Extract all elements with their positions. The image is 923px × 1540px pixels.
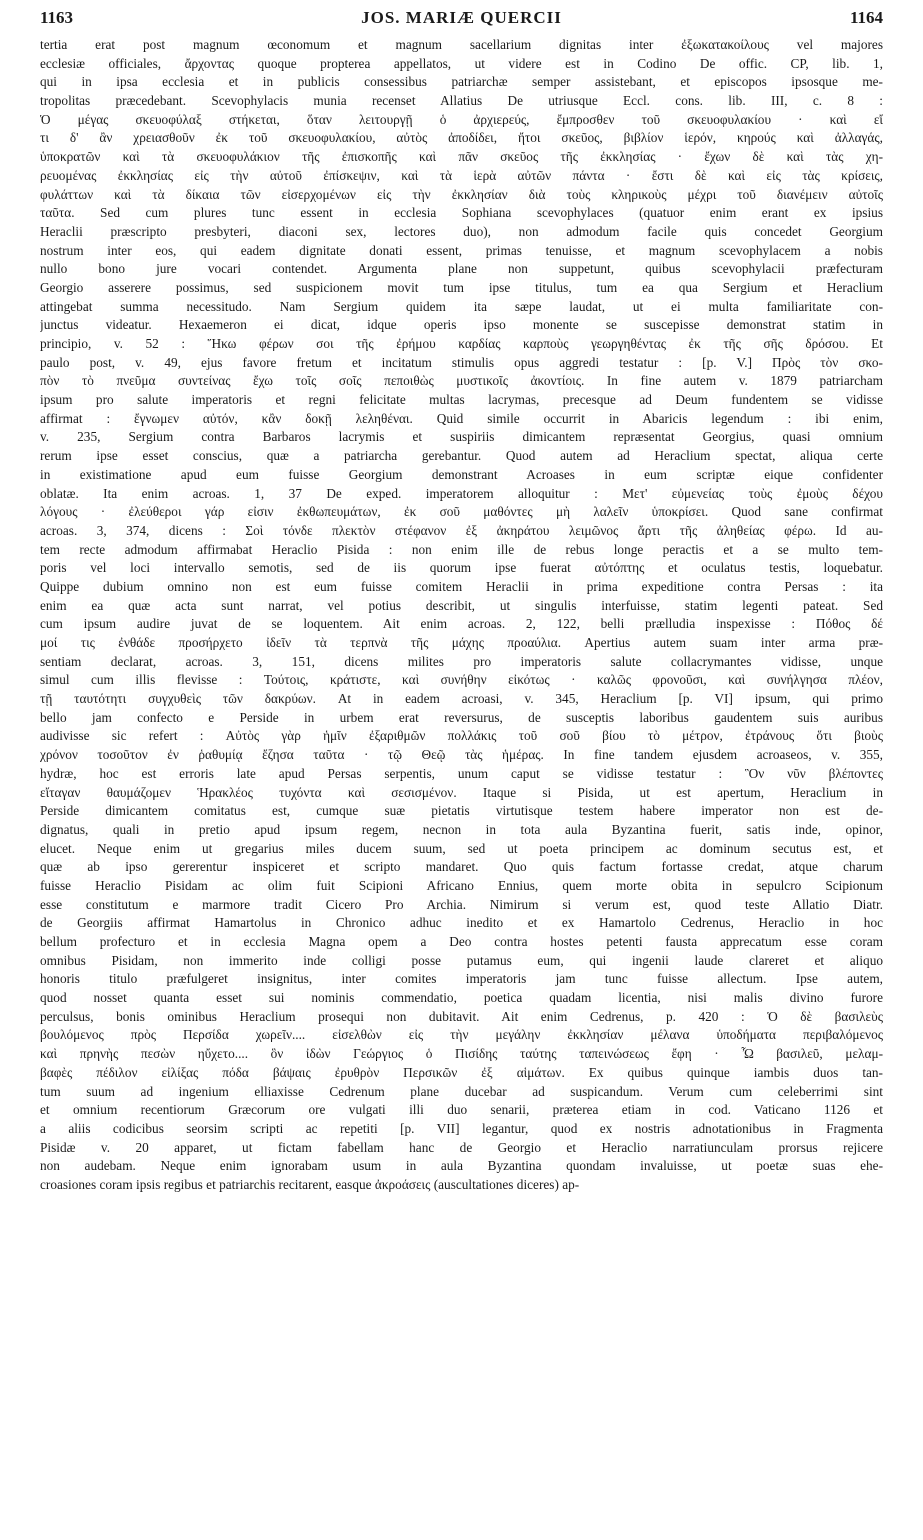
running-title: JOS. MARIÆ QUERCII: [361, 8, 562, 27]
text-line: qui in ipsa ecclesia et in publicis consessibus patriarchæ semper assistebant, et episcopos ipsosque me-: [40, 74, 883, 90]
text-line: audivisse sic refert : Αὐτὸς γὰρ ἡμῖν ἐξαριθμῶν πολλάκις τοῦ σοῦ βίου τὸ μέτρον, ἐτράνους ὅτι βιοὺς: [40, 728, 883, 744]
text-line: Heraclii præscripto presbyteri, diaconi sex, lectores duo), non admodum facile quis concedet Georgium: [40, 223, 883, 239]
text-line: cum ipsum audire juvat de se loquentem. Ait enim acroas. 2, 122, belli prælludia inspexisse : Πόθος δέ: [40, 616, 883, 632]
text-line: affirmat : ἔγνωμεν αὐτόν, κἂν δοκῇ λεληθέναι. Quid simile occurrit in Abaricis legendum : ibi enim,: [40, 410, 883, 426]
text-line: λόγους · ἐλεύθεροι γάρ εἰσιν ἐκθωπευμάτων, ἐκ σοῦ μαθόντες μὴ λαλεῖν ὑποκρίσει. Quod sane confirmat: [40, 504, 883, 520]
text-line: μοί τις ἐνθάδε προσήρχετο ἰδεῖν τὰ τερπνὰ τῆς μάχης προαύλια. Apertius autem suam inter arma præ-: [40, 635, 883, 650]
text-line: et omnium recentiorum Græcorum ore vulgati illi duo senarii, præterea etiam in cod. Vaticano 1126 et: [40, 1102, 883, 1118]
text-line: dignatus, quali in pretio apud ipsum regem, necnon in tota aula Byzantina fuerit, satis inde, opinor,: [40, 821, 883, 837]
running-header: [40, 8, 883, 32]
text-line: de Georgiis affirmat Hamartolus in Chronico adhuc inedito et ex Hamartolo Cedrenus, Heraclio in hoc: [40, 915, 883, 931]
left-page-number: 1163: [40, 8, 74, 27]
text-line: croasiones coram ipsis regibus et patriarchis recitarent, easque ἀκροάσεις (auscultationes diceres) ap-: [40, 1176, 580, 1192]
text-line: principio, v. 52 : Ἥκω φέρων σοι τῆς ἐρήμου καρδίας καρποὺς γεωργηθέντας ἐκ τῆς σῆς δρόσου. Et: [40, 336, 883, 351]
text-line: paulo post, v. 49, ejus favore fretum et incitatum stimulis opus aggredi testatur : [p. V.] Πρὸς τὸν σκο-: [40, 354, 883, 370]
text-line: acroas. 3, 374, dicens : Σοὶ τόνδε πλεκτὸν στέφανον ἐξ ἀκηράτου λειμῶνος ἄρτι τῆς ἀληθείας φέρω. Id au-: [40, 522, 883, 538]
text-line: attingebat summa necessitudo. Nam Sergium quidem ita sæpe laudat, ut ei multa familiaritate con-: [40, 298, 883, 314]
text-line: perculsus, bonis ominibus Heraclium prosequi non dubitavit. Ait enim Cedrenus, p. 420 : Ὁ δὲ βασιλεὺς: [40, 1008, 883, 1024]
text-line: tum suum ad ingenium elliaxisse Cedrenum plane ducebar ad suspicandum. Verum cum celeberrimi sint: [40, 1083, 883, 1099]
text-line: oblatæ. Ita enim acroas. 1, 37 De exped. imperatorem alloquitur : Μετ' εὐμενείας τοὺς ἐμοὺς δέχου: [40, 485, 883, 501]
body-text: [40, 36, 883, 1195]
text-line: tropolitas præcedebant. Scevophylacis munia recenset Allatius De utriusque Eccl. cons. lib. III, c. 8 :: [40, 93, 883, 109]
text-line: hydræ, hoc est erroris late apud Persas serpentis, unum caput se vidisse testatur : Ὃν νῦν βλέποντες: [40, 765, 883, 781]
text-line: rerum ipse esset conscius, quæ a patriarcha gerebantur. Quod autem ad Heraclium spectat, aliqua certe: [40, 448, 883, 464]
text-line: fuisse Heraclio Pisidam ac olim fuit Scipioni Africano Ennius, quem morte obita in sepulcro Scipionum: [40, 877, 883, 893]
text-line: τι δ' ἂν χρειασθοῦν ἐκ τοῦ σκευοφυλακίου, αὐτὸς ἀποδίδει, ἤτοι σκεῦος, βιβλίον ἱερόν, κηρούς καὶ ἀλλαγάς,: [40, 130, 883, 146]
text-line: honoris titulo præfulgeret insignitus, inter comites imperatoris jam tunc fuisse allectum. Ipse autem,: [40, 971, 883, 987]
text-line: εἴταγαν θαυμάζομεν Ἡρακλέος τυχόντα καὶ σεσισμένον. Itaque si Pisida, ut est apertum, Heraclium in: [40, 784, 883, 800]
text-line: ταῦτα. Sed cum plures tunc essent in ecclesia Sophiana scevophylaces (quatuor enim erant ex ipsius: [40, 205, 883, 221]
text-line: nostrum inter eos, qui eadem dignitate donati essent, primas tenuisse, et magnum scevophylacem a nobis: [40, 242, 883, 258]
text-line: Georgio asserere possimus, sed suspicionem movit tum ipse titulus, tum ea qua Sergium et Heraclium: [40, 279, 883, 295]
text-line: Quippe dubium omnino non est eum fuisse comitem Heraclii in prima expeditione contra Persas : ita: [40, 578, 883, 594]
text-line: ipsum pro salute imperatoris et regni felicitate multas lacrymas, precesque ad Deum fundentem se vidisse: [40, 392, 883, 408]
text-line: v. 235, Sergium contra Barbaros lacrymis et suspiriis dimicantem repræsentat Georgius, quasi omnium: [40, 429, 883, 445]
text-line: φυλάττων καὶ τὰ δίκαια τῶν εἰσερχομένων εἰς τὴν ἐκκλησίαν διὰ τοὺς κληρικοὺς μέχρι τοῦ διανέμειν αὐτοῖς: [40, 186, 883, 202]
text-line: nullo bono jure vocari contendet. Argumenta plane non suppetunt, quibus scevophylacii præfecturam: [40, 261, 883, 277]
text-line: elucet. Neque enim ut gregarius miles ducem suum, sed ut poeta principem ac dominum secutus est, et: [40, 840, 883, 856]
text-line: Ὁ μέγας σκευοφύλαξ στήκεται, ὅταν λειτουργῇ ὁ ἀρχιερεύς, ἔμπροσθεν τοῦ σκευοφυλακίου · καὶ εἴ: [40, 111, 883, 127]
text-line: καὶ πρηνὴς πεσὼν ηὔχετο.... ὃν ἰδὼν Γεώργιος ὁ Πισίδης ταύτης ταπεινώσεως ἔφη · Ὦ βασιλεῦ, μελαμ-: [40, 1046, 883, 1062]
text-line: omnibus Pisidam, non immerito inde colligi posse putamus eum, qui ingenii laude clareret et aliquo: [40, 952, 883, 968]
text-line: βαφὲς πέδιλον εἰλίξας πόδα βάψαις ἐρυθρὸν Περσικῶν ἐξ αἱμάτων. Ex quibus quinque iambis duos tan-: [40, 1064, 883, 1080]
right-page-number: 1164: [849, 8, 883, 27]
text-line: sentiam declarat, acroas. 3, 151, dicens milites pro imperatoris salute collacrymantes vidisse, unque: [40, 653, 883, 669]
text-line: poris vel loci intervallo semotis, sed de iis quorum ipse fuerat αὐτόπτης et oculatus testis, loquebatur.: [40, 560, 883, 576]
text-line: ὑποκρατῶν καὶ τὰ σκευοφυλάκιον τῆς ἐπισκοπῆς καὶ πᾶν σκεῦος τῆς ἐκκλησίας · ἔχων δὲ καὶ τὰς χη-: [40, 149, 883, 165]
text-line: ρευομένας ἐκκλησίας εἰς τὴν αὐτοῦ ἐπίσκεψιν, καὶ τὰ ἱερὰ αὐτῶν πάντα · ἔστι δὲ καὶ εἰς τὰς κρίσεις,: [40, 167, 883, 183]
text-line: quod nosset quanta esset sui nominis commendatio, poetica quadam licentia, nisi malis divino furore: [40, 990, 883, 1006]
text-line: bellum profecturo et in ecclesia Magna opem a Deo contra hostes petenti fausta apprecatum esse coram: [40, 934, 883, 949]
text-line: enim ea quæ acta sunt narrat, vel potius describit, ut singulis interfuisse, statim legenti pateat. Sed: [40, 597, 883, 613]
text-line: non audebam. Neque enim ignorabam usum in aula Byzantina quondam invaluisse, ut poetæ suas ehe-: [40, 1158, 883, 1174]
text-line: Pisidæ v. 20 apparet, ut fictam fabellam hanc de Georgio et Heraclio narratiunculam prorsus rejicere: [40, 1139, 883, 1155]
text-line: esse constitutum e marmore tradit Cicero Pro Archia. Nimirum si verum est, quod teste Allatio Diatr.: [40, 896, 883, 912]
text-line: tertia erat post magnum œconomum et magnum sacellarium dignitas inter ἐξωκατακοίλους vel majores: [40, 37, 883, 52]
text-line: χρόνον τοσοῦτον ἐν ῥαθυμίᾳ ἔζησα ταῦτα · τῷ Θεῷ τὰς ἡμέρας. In fine tandem ejusdem acroaseos, v. 355,: [40, 747, 883, 763]
text-line: πὸν τὸ πνεῦμα συντείνας ἔχω τοῖς σοῖς πεποιθὼς μυστικοῖς ἀκοντίοις. In fine autem v. 1879 patriarcham: [40, 373, 883, 389]
text-line: Perside dimicantem comitatus est, cumque suæ pietatis virtutisque testem habere imperator non est de-: [40, 803, 883, 819]
text-line: τῇ ταυτότητι συγχυθεὶς τῶν δακρύων. At in eadem acroasi, v. 345, Heraclium [p. VI] ipsum, qui primo: [40, 691, 883, 707]
text-line: bello jam confecto e Perside in urbem erat reversurus, de susceptis laboribus gaudentem suis auribus: [40, 709, 883, 725]
text-line: simul cum illis flevisse : Τούτοις, κράτιστε, καὶ συνήθην εἰκότως · καλῶς φρονοῦσι, καὶ συνήλγησα πλέον,: [40, 672, 883, 688]
text-line: junctus videatur. Hexaemeron ei dicat, idque operis ipso monente se suscepisse demonstrat statim in: [40, 317, 883, 333]
text-line: a aliis codicibus seorsim scripti ac repetiti [p. VII] legantur, quod ex nostris adnotationibus in Fragmenta: [40, 1120, 883, 1136]
text-line: βουλόμενος πρὸς Περσίδα χωρεῖν.... εἰσελθὼν εἰς τὴν μεγάλην ἐκκλησίαν μέλανα ὑποδήματα περιβαλόμενος: [40, 1027, 883, 1043]
text-line: in existimatione apud eum fuisse Georgium demonstrant Acroases in eum scriptæ eique confidenter: [40, 466, 883, 482]
text-line: tem recte admodum affirmabat Heraclio Pisida : non enim ille de rebus longe peractis et a se multo tem-: [40, 541, 883, 557]
text-line: quæ ab ipso gererentur inspiceret et scripto mandaret. Quo quis factum fortasse credat, atque charum: [40, 859, 883, 875]
text-line: ecclesiæ officiales, ἄρχοντας quoque propterea appellatos, ut videre est in Codino De offic. CP, lib. 1,: [40, 55, 883, 71]
